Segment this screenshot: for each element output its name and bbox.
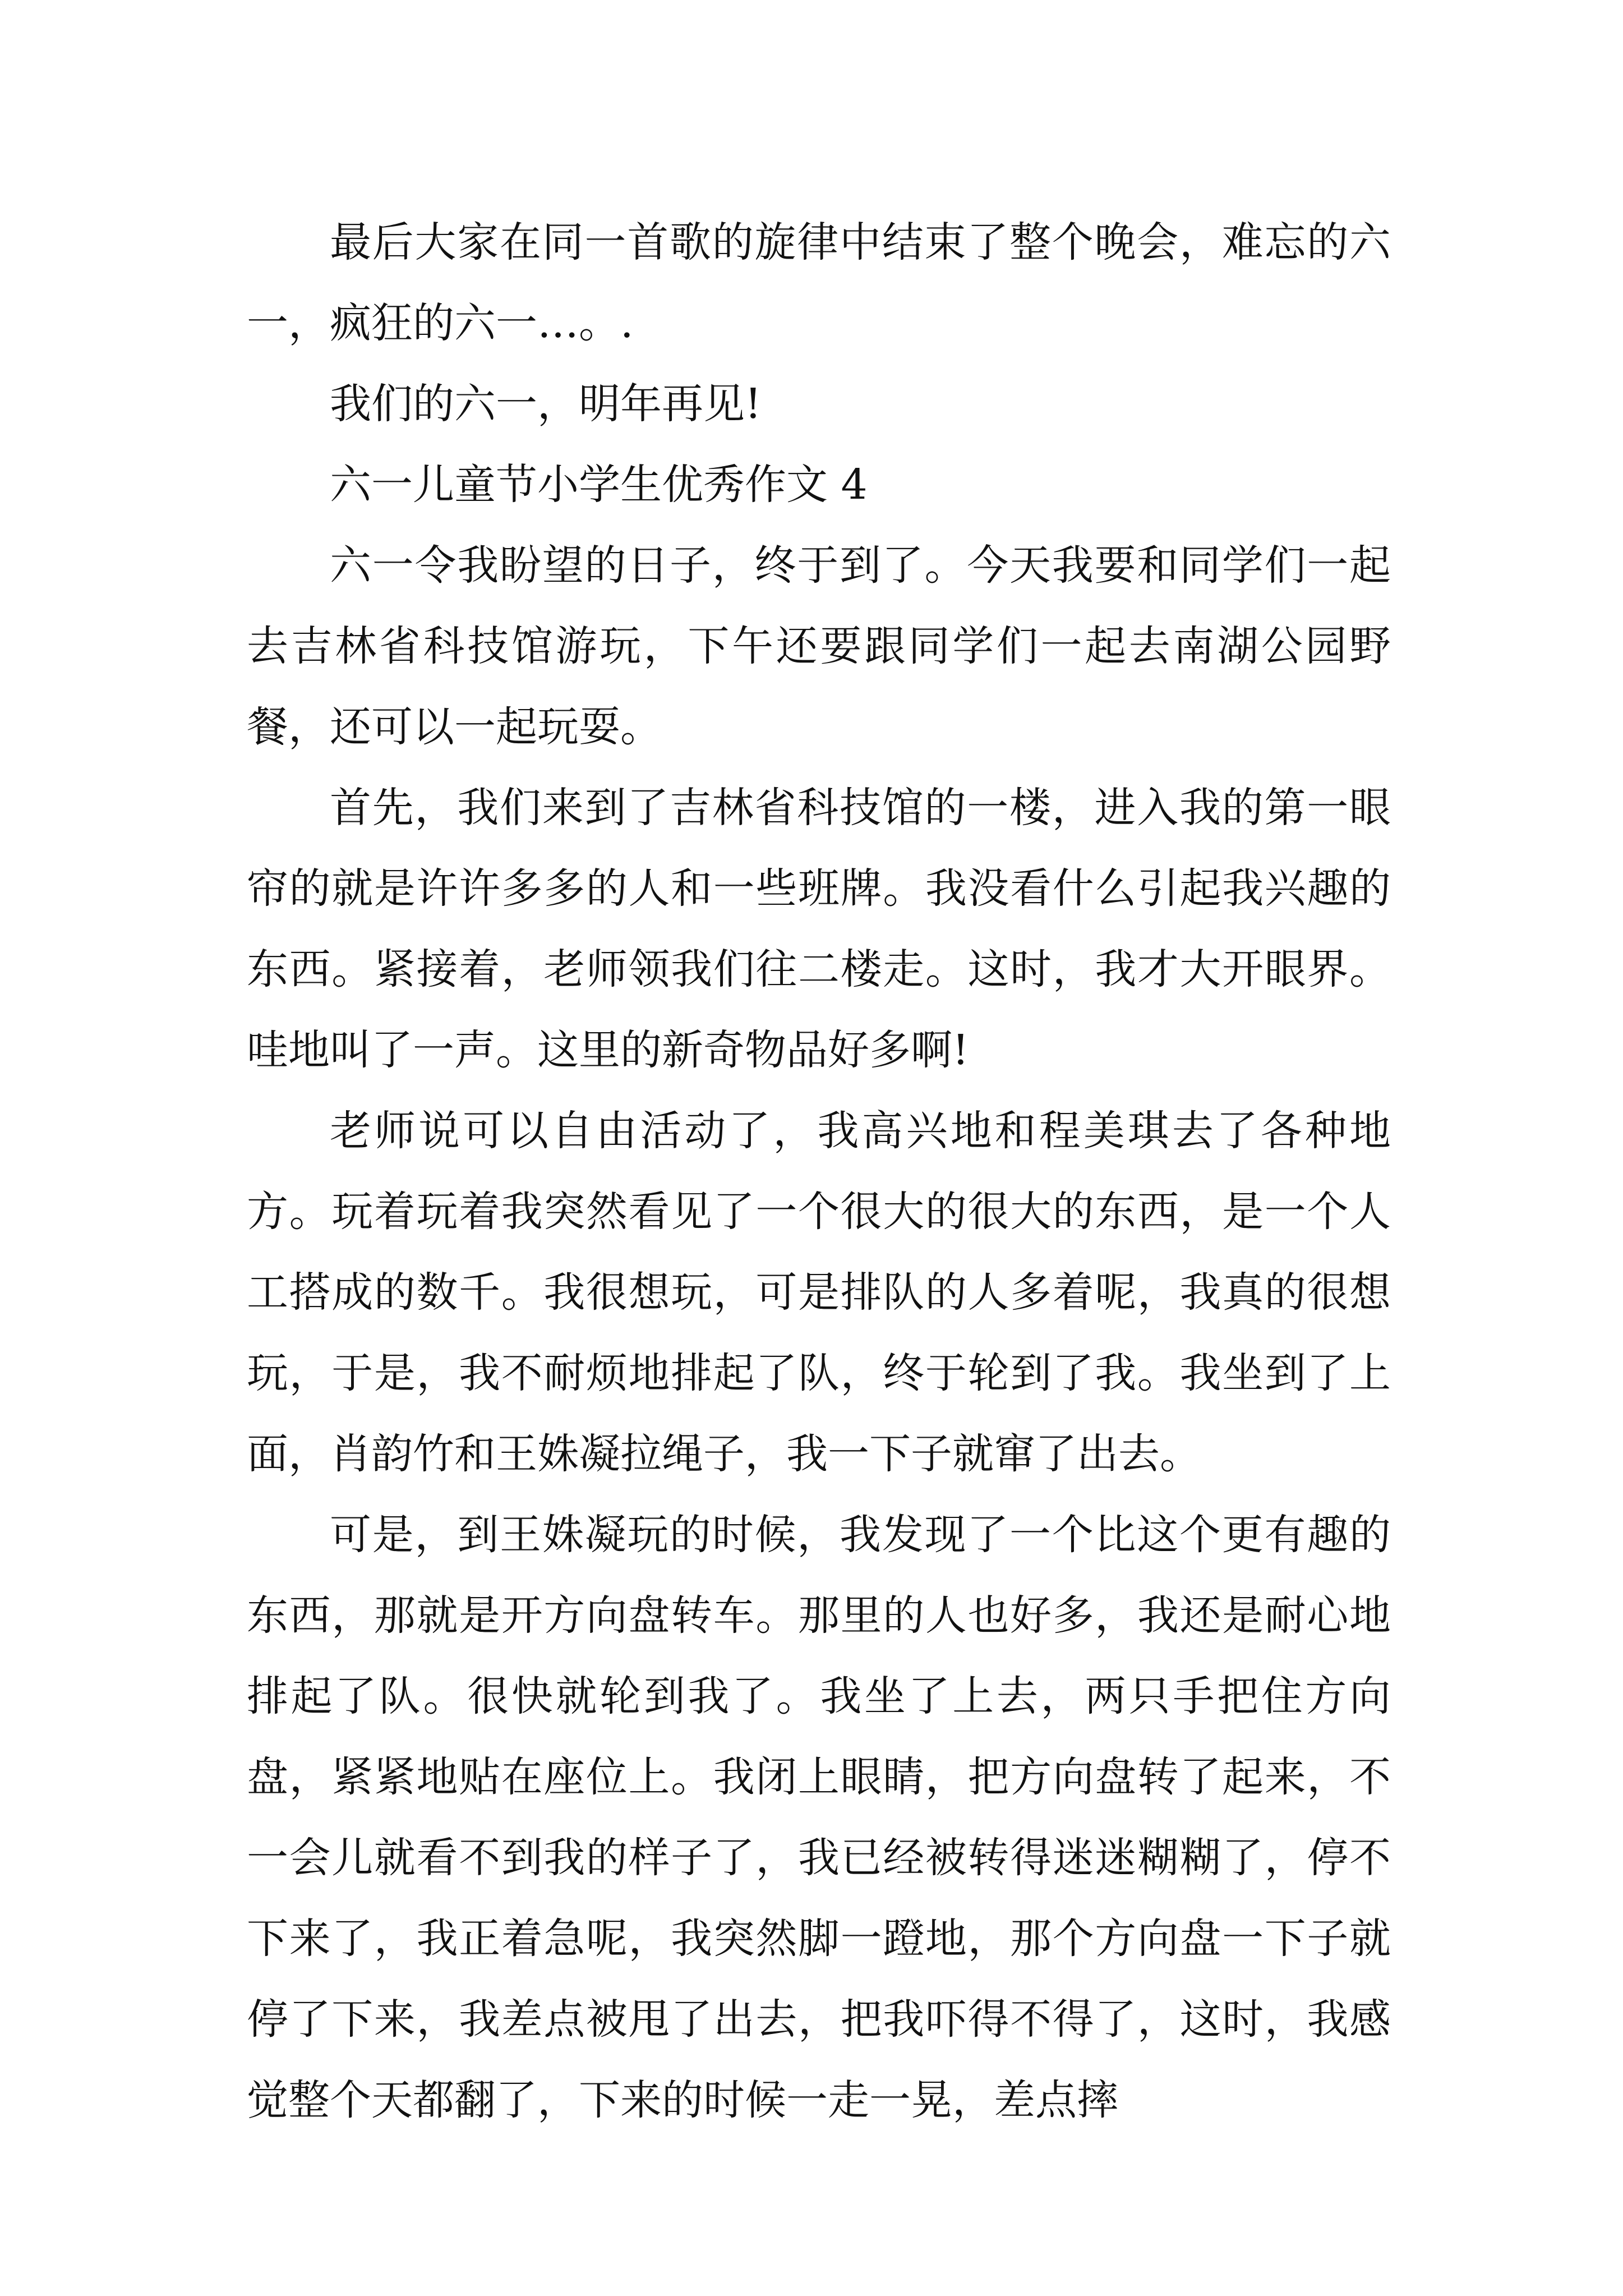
paragraph-swing: 老师说可以自由活动了，我高兴地和程美琪去了各种地方。玩着玩着我突然看见了一个很大的很大的东西，是一个人工搭成的数千。我很想玩，可是排队的人多着呢，我真的很想玩，于是，我不耐烦地排起了队，终于轮到了我。我坐到了上面，肖韵竹和王姝凝拉绳子，我一下子就窜了出去。: [247, 1107, 1391, 1478]
paragraph-intro: 六一令我盼望的日子，终于到了。今天我要和同学们一起去吉林省科技馆游玩，下午还要跟同学们一起去南湖公园野餐，还可以一起玩耍。: [247, 541, 1391, 751]
essay-title: 六一儿童节小学生优秀作文 4: [330, 461, 868, 509]
paragraph-ending: 最后大家在同一首歌的旋律中结束了整个晚会，难忘的六一，疯狂的六一…。.: [247, 218, 1391, 347]
paragraph-museum-first-floor: 首先，我们来到了吉林省科技馆的一楼，进入我的第一眼帘的就是许许多多的人和一些班牌。我没看什么引起我兴趣的东西。紧接着，老师领我们往二楼走。这时，我才大开眼界。哇地叫了一声。这里的新奇物品好多啊!: [247, 784, 1391, 1074]
paragraph-spinning-wheel: 可是，到王姝凝玩的时候，我发现了一个比这个更有趣的东西，那就是开方向盘转车。那里的人也好多，我还是耐心地排起了队。很快就轮到我了。我坐了上去，两只手把住方向盘，紧紧地贴在座位上。我闭上眼睛，把方向盘转了起来，不一会儿就看不到我的样子了，我已经被转得迷迷糊糊了，停不下来了，我正着急呢，我突然脚一蹬地，那个方向盘一下子就停了下来，我差点被甩了出去，把我吓得不得了，这时，我感觉整个天都翻了，下来的时候一走一晃，差点摔: [247, 1511, 1391, 2124]
paragraph-farewell: 我们的六一，明年再见!: [330, 380, 762, 428]
document-page: [247, 202, 1391, 2141]
